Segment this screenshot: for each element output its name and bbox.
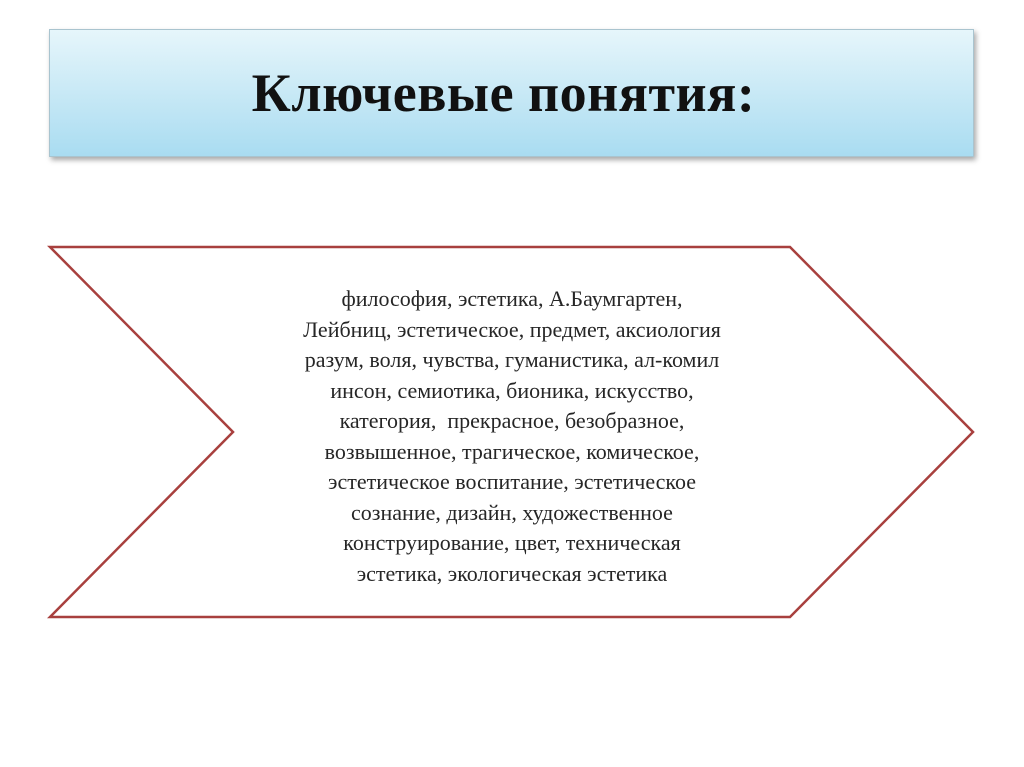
key-terms-text [232,284,792,589]
key-terms-line: инсон, семиотика, бионика, искусство, [330,377,694,403]
key-terms-line: эстетика, экологическая эстетика [356,560,668,586]
key-terms-line: возвышенное, трагическое, комическое, [324,438,700,464]
key-terms-line: эстетическое воспитание, эстетическое [328,469,696,494]
slide-title: Ключевые понятия: [251,63,756,123]
key-terms-line: сознание, дизайн, художественное [351,499,673,525]
key-terms-line: философия, эстетика, А.Баумгартен, [341,286,683,311]
key-terms-line: категория, прекрасное, безобразное, [339,408,685,433]
key-terms-line: разум, воля, чувства, гуманистика, ал-комил [304,347,720,372]
key-terms-line: Лейбниц, эстетическое, предмет, аксиология [303,316,721,342]
key-terms-line: конструирование, цвет, техническая [343,530,681,555]
